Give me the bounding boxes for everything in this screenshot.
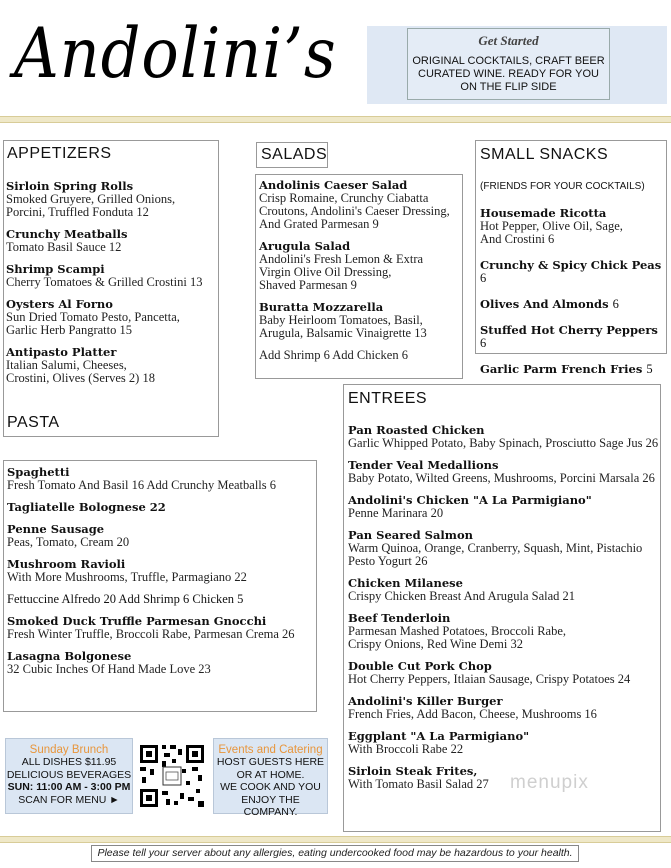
snack-item xyxy=(480,298,668,311)
menu-item xyxy=(480,207,668,246)
item-desc: Virgin Olive Oil Dressing, xyxy=(259,265,392,279)
item-desc: With More Mushrooms, Truffle, Parmagiano 22 xyxy=(7,570,247,584)
item-desc: Shaved Parmesan 9 xyxy=(259,278,357,292)
menupix-watermark: menupix xyxy=(510,772,589,793)
events-line: OR AT HOME. xyxy=(236,768,305,781)
pasta-section xyxy=(3,460,317,712)
snack-item xyxy=(480,324,668,350)
item-desc: Crostini, Olives (Serves 2) 18 xyxy=(6,371,155,385)
entrees-list xyxy=(348,424,668,800)
item-desc: Peas, Tomato, Cream 20 xyxy=(7,535,130,549)
item-price: 6 xyxy=(480,271,487,285)
item-name: Spaghetti xyxy=(7,465,70,479)
menu-item xyxy=(348,730,668,756)
snack-item xyxy=(480,363,668,376)
entrees-section xyxy=(343,384,661,832)
item-name: Andolinis Caeser Salad xyxy=(259,178,408,192)
menu-item xyxy=(6,180,218,219)
item-desc: Fresh Winter Truffle, Broccoli Rabe, Parmesan Crema 26 xyxy=(7,627,295,641)
item-desc: Hot Cherry Peppers, Itlaian Sausage, Crispy Potatoes 24 xyxy=(348,672,631,686)
qr-code[interactable] xyxy=(136,741,208,811)
events-line: ENJOY THE COMPANY. xyxy=(241,793,300,818)
pasta-title: PASTA xyxy=(7,414,60,431)
item-name: Crunchy & Spicy Chick Peas xyxy=(480,258,662,272)
item-desc: Croutons, Andolini's Caeser Dressing, xyxy=(259,204,450,218)
item-desc: Garlic Herb Pangratto 15 xyxy=(6,323,133,337)
item-desc: And Grated Parmesan 9 xyxy=(259,217,379,231)
item-name: Stuffed Hot Cherry Peppers xyxy=(480,323,658,337)
brunch-line: ALL DISHES $11.95 xyxy=(21,756,117,768)
item-desc: Crispy Onions, Red Wine Demi 32 xyxy=(348,637,523,651)
item-name: Shrimp Scampi xyxy=(6,262,105,276)
brunch-line: SUN: 11:00 AM - 3:00 PM xyxy=(7,781,131,793)
menu-item xyxy=(348,494,668,520)
item-name: Housemade Ricotta xyxy=(480,206,607,220)
item-name: Andolini's Killer Burger xyxy=(348,694,503,708)
item-desc: Fresh Tomato And Basil 16 Add Crunchy Meatballs 6 xyxy=(7,478,277,492)
item-name: Sirloin Steak Frites, xyxy=(348,764,478,778)
events-title: Events and Catering xyxy=(218,744,323,756)
salads-addons: Add Shrimp 6 Add Chicken 6 xyxy=(259,348,408,362)
item-desc: Pesto Yogurt 26 xyxy=(348,554,428,568)
menu-item xyxy=(348,695,668,721)
menu-item xyxy=(348,459,668,485)
menu-item xyxy=(259,240,463,292)
item-desc: Garlic Whipped Potato, Baby Spinach, Prosciutto Sage Jus 26 xyxy=(348,436,659,450)
menu-item xyxy=(7,466,315,492)
item-desc: With Tomato Basil Salad 27 xyxy=(348,777,489,791)
item-desc: With Broccoli Rabe 22 xyxy=(348,742,464,756)
events-line: HOST GUESTS HERE xyxy=(216,756,325,768)
item-name: Lasagna Bolgonese xyxy=(7,649,132,663)
item-desc: Sun Dried Tomato Pesto, Pancetta, xyxy=(6,310,180,324)
item-desc: Warm Quinoa, Orange, Cranberry, Squash, Mint, Pistachio xyxy=(348,541,643,555)
item-desc: And Crostini 6 xyxy=(480,232,555,246)
item-name: Tagliatelle Bolognese 22 xyxy=(7,500,166,514)
small-snacks-section xyxy=(475,140,667,376)
item-name: Chicken Milanese xyxy=(348,576,463,590)
item-desc: Penne Marinara 20 xyxy=(348,506,444,520)
item-name: Mushroom Ravioli xyxy=(7,557,126,571)
menu-item xyxy=(348,765,668,791)
small-snacks-list xyxy=(480,207,668,389)
item-name: Beef Tenderloin xyxy=(348,611,451,625)
item-name: Fettuccine Alfredo 20 Add Shrimp 6 Chicken 5 xyxy=(7,592,244,606)
item-desc: Crispy Chicken Breast And Arugula Salad 21 xyxy=(348,589,576,603)
menu-item xyxy=(7,558,315,584)
item-desc: Italian Salumi, Cheeses, xyxy=(6,358,127,372)
restaurant-logo: Andolini’s xyxy=(14,12,337,94)
menu-item xyxy=(7,650,315,676)
get-started-panel xyxy=(367,26,667,104)
item-desc: Tomato Basil Sauce 12 xyxy=(6,240,122,254)
item-desc: Crisp Romaine, Crunchy Ciabatta xyxy=(259,191,429,205)
menu-item xyxy=(7,501,315,514)
qr-code-icon xyxy=(136,741,208,811)
menu-item xyxy=(348,424,668,450)
menu-item xyxy=(348,529,668,568)
events-line: WE COOK AND YOU xyxy=(220,781,321,793)
item-desc: Parmesan Mashed Potatoes, Broccoli Rabe, xyxy=(348,624,567,638)
item-name: Crunchy Meatballs xyxy=(6,227,128,241)
brunch-title: Sunday Brunch xyxy=(29,744,109,756)
menu-item xyxy=(348,612,668,651)
events-catering-panel xyxy=(213,738,328,818)
item-name: Andolini's Chicken "A La Parmigiano" xyxy=(348,493,592,507)
menu-item xyxy=(6,228,218,254)
item-desc: French Fries, Add Bacon, Cheese, Mushrooms 16 xyxy=(348,707,597,721)
item-name: Antipasto Platter xyxy=(6,345,117,359)
item-desc: Cherry Tomatoes & Grilled Crostini 13 xyxy=(6,275,203,289)
item-price: 5 xyxy=(646,362,653,376)
divider-band-bottom xyxy=(0,836,671,843)
snack-item xyxy=(480,259,668,285)
item-name: Eggplant "A La Parmigiano" xyxy=(348,729,530,743)
item-desc: Baby Potato, Wilted Greens, Mushrooms, Porcini Marsala 26 xyxy=(348,471,655,485)
item-desc: Smoked Gruyere, Grilled Onions, xyxy=(6,192,176,206)
item-desc: Baby Heirloom Tomatoes, Basil, xyxy=(259,313,423,327)
get-started-text xyxy=(408,55,609,94)
get-started-line: ORIGINAL COCKTAILS, CRAFT BEER xyxy=(412,55,605,67)
item-desc: Hot Pepper, Olive Oil, Sage, xyxy=(480,219,623,233)
get-started-box xyxy=(407,28,610,100)
item-name: Penne Sausage xyxy=(7,522,105,536)
item-name: Garlic Parm French Fries xyxy=(480,362,643,376)
salads-title-box xyxy=(256,142,328,168)
salads-list xyxy=(259,179,463,362)
small-snacks-title: SMALL SNACKS xyxy=(480,146,609,163)
item-price: 6 xyxy=(480,336,487,350)
menu-item xyxy=(259,179,463,231)
appetizers-title: APPETIZERS xyxy=(7,145,112,162)
item-name: Tender Veal Medallions xyxy=(348,458,499,472)
get-started-title: Get Started xyxy=(478,33,539,48)
salads-section xyxy=(255,174,463,379)
appetizers-section xyxy=(3,140,219,437)
item-desc: Andolini's Fresh Lemon & Extra xyxy=(259,252,424,266)
item-name: Olives And Almonds xyxy=(480,297,609,311)
get-started-line: CURATED WINE. READY FOR YOU xyxy=(418,68,599,80)
item-price: 6 xyxy=(612,297,619,311)
menu-item xyxy=(259,301,463,340)
menu-item xyxy=(348,577,668,603)
menu-item xyxy=(6,298,218,337)
menu-item xyxy=(7,615,315,641)
salads-title: SALADS xyxy=(261,146,328,163)
brunch-line: DELICIOUS BEVERAGES xyxy=(6,768,132,781)
menu-item xyxy=(7,523,315,549)
divider-band-top xyxy=(0,116,671,123)
allergy-notice: Please tell your server about any allergies, eating undercooked food may be hazardous to your health. xyxy=(91,845,579,862)
menu-item xyxy=(6,263,218,289)
appetizers-list xyxy=(6,180,218,394)
menu-item xyxy=(348,660,668,686)
item-name: Sirloin Spring Rolls xyxy=(6,179,134,193)
item-desc: Porcini, Truffled Fonduta 12 xyxy=(6,205,149,219)
menu-item xyxy=(7,593,315,606)
item-name: Buratta Mozzarella xyxy=(259,300,384,314)
entrees-title: ENTREES xyxy=(348,390,428,407)
item-desc: 32 Cubic Inches Of Hand Made Love 23 xyxy=(7,662,211,676)
item-name: Arugula Salad xyxy=(259,239,351,253)
item-name: Pan Seared Salmon xyxy=(348,528,473,542)
get-started-line: ON THE FLIP SIDE xyxy=(460,81,557,93)
item-name: Double Cut Pork Chop xyxy=(348,659,492,673)
menu-item xyxy=(6,346,218,385)
item-name: Smoked Duck Truffle Parmesan Gnocchi xyxy=(7,614,267,628)
sunday-brunch-panel xyxy=(5,738,133,814)
pasta-list xyxy=(7,466,315,685)
item-name: Pan Roasted Chicken xyxy=(348,423,485,437)
item-desc: Arugula, Balsamic Vinaigrette 13 xyxy=(259,326,427,340)
small-snacks-subtitle: (FRIENDS FOR YOUR COCKTAILS) xyxy=(480,181,645,192)
brunch-scan-line: SCAN FOR MENU ► xyxy=(18,793,120,806)
item-name: Oysters Al Forno xyxy=(6,297,113,311)
